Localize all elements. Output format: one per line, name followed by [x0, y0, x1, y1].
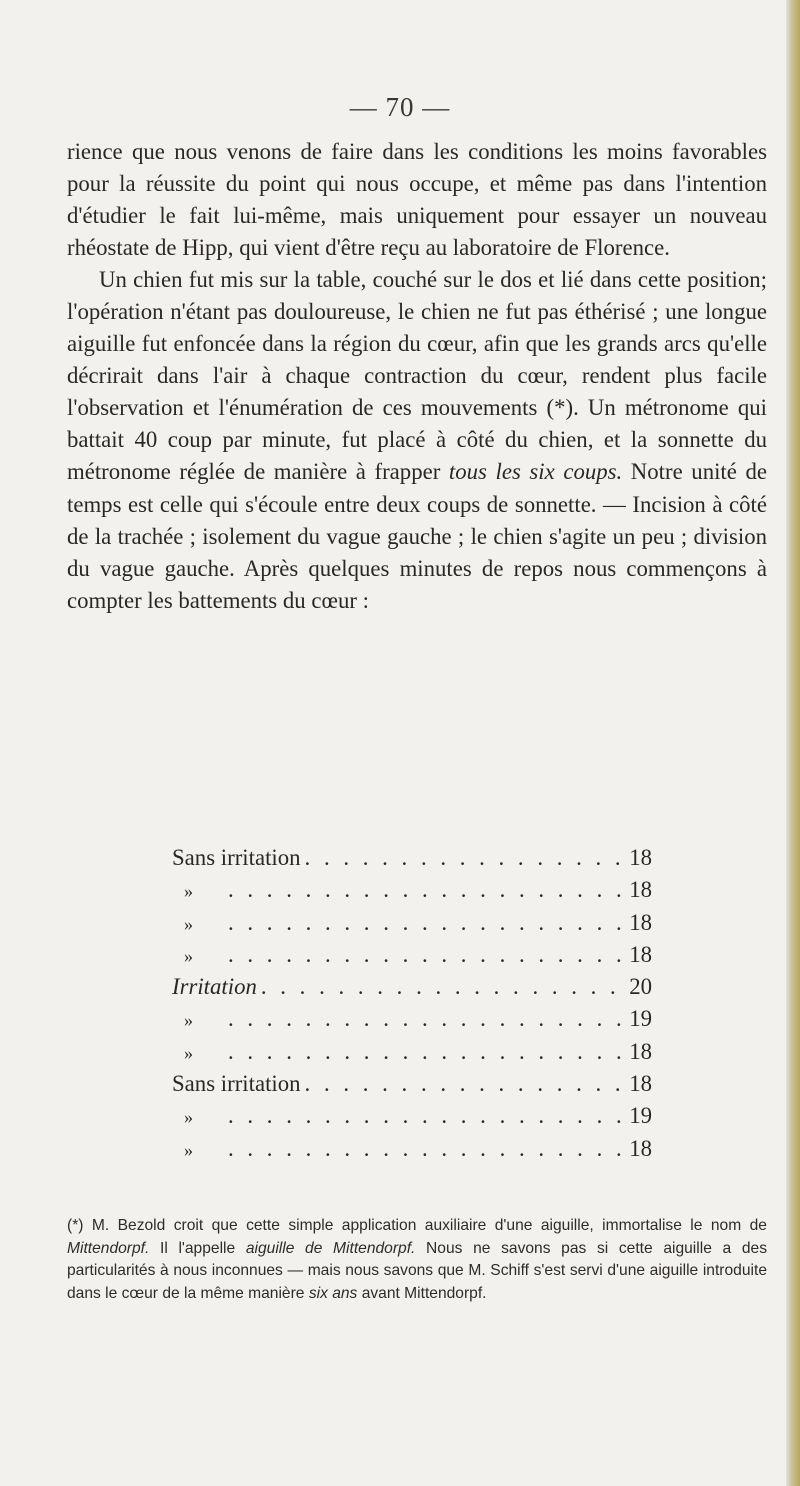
- footnote-text-2: Il l'appelle: [149, 1239, 246, 1257]
- footnote-italic-2: aiguille de Mittendorpf.: [245, 1239, 416, 1257]
- paragraph-2-text-b: Notre unité de temps est celle qui s'écoule entre deux coups de sonnette. — Incision à côté de la trachée ; isolement du vague gauche ; le chien s'agite un peu ; division du vague gauche. Après quelques minutes de repos nous commençons à compter les battements du cœur :: [67, 459, 767, 613]
- paragraph-2: [67, 264, 767, 617]
- measurement-label: »: [184, 1107, 193, 1128]
- dot-leader: [228, 877, 622, 903]
- measurement-row: [172, 1103, 652, 1135]
- dot-leader: [228, 1039, 622, 1065]
- paragraph-2-text-a: Un chien fut mis sur la table, couché sur le dos et lié dans cette position; l'opération n'étant pas douloureuse, le chien ne fut pas éthérisé ; une longue aiguille fut enfoncée dans la région du cœur, afin que les grands arcs qu'elle décrirait dans l'air à chaque contraction du cœur, rendent plus facile l'observation et l'énumération de ces mouvements (*). Un métronome qui battait 40 coup par minute, fut placé à côté du chien, et la sonnette du métronome réglée de manière à frapper: [67, 267, 767, 485]
- dot-leader: [305, 1071, 622, 1097]
- measurement-label: »: [184, 881, 193, 902]
- footnote-text-3: Nous ne savons pas si cette aiguille a des particularités à nous inconnues — mais nous savons que M. Schiff s'est servi d'une aiguille introduite dans le cœur de la même manière: [67, 1239, 767, 1302]
- footnote: [67, 1215, 767, 1305]
- measurement-label: »: [184, 1139, 193, 1160]
- measurement-value: 18: [629, 909, 652, 935]
- page-number: — 70 —: [349, 92, 451, 122]
- paragraph-2-italic: tous les six coups.: [448, 459, 623, 485]
- measurement-value: 18: [629, 1071, 652, 1097]
- measurement-value: 18: [629, 941, 652, 967]
- dot-leader: [228, 1006, 622, 1032]
- dot-leader: [228, 942, 622, 968]
- dot-leader: [305, 845, 622, 871]
- measurement-value: 20: [629, 974, 652, 1000]
- measurement-row: [172, 1136, 652, 1168]
- paragraph-1: rience que nous venons de faire dans les conditions les moins favorables pour la réussite du point qui nous occupe, et même pas dans l'intention d'étudier le fait lui-même, mais uniquement pour essayer un nouveau rhéostate de Hipp, qui vient d'être reçu au laboratoire de Florence.: [67, 139, 767, 261]
- measurement-label: »: [184, 1042, 193, 1063]
- measurement-row: [172, 974, 652, 1006]
- measurement-row: [172, 910, 652, 942]
- dot-leader: [228, 910, 622, 936]
- measurement-row: [172, 1039, 652, 1071]
- measurement-list: [172, 845, 652, 1168]
- measurement-value: 19: [629, 1006, 652, 1032]
- measurement-value: 18: [629, 1135, 652, 1161]
- dot-leader: [228, 1103, 622, 1129]
- footnote-italic-3: six ans: [308, 1284, 358, 1302]
- measurement-value: 18: [629, 1038, 652, 1064]
- measurement-value: 18: [629, 845, 652, 870]
- measurement-label: »: [184, 913, 193, 934]
- measurement-row: [172, 1071, 652, 1103]
- measurement-label: »: [184, 945, 193, 966]
- dot-leader: [228, 1136, 622, 1162]
- footnote-text-1: (*) M. Bezold croit que cette simple application auxiliaire d'une aiguille, immortalise le nom de: [67, 1217, 767, 1234]
- page-edge: [786, 0, 800, 1486]
- measurement-value: 19: [629, 1103, 652, 1129]
- dot-leader: [261, 974, 622, 1000]
- body-text: [67, 136, 767, 617]
- measurement-value: 18: [629, 877, 652, 903]
- measurement-row: [172, 845, 652, 877]
- measurement-row: [172, 1006, 652, 1038]
- measurement-row: [172, 877, 652, 909]
- measurement-label: Sans irritation: [172, 1071, 301, 1097]
- measurement-label: »: [184, 1010, 193, 1031]
- footnote-text-4: avant Mittendorpf.: [357, 1284, 487, 1302]
- measurement-label: Irritation: [172, 974, 257, 1000]
- measurement-label: Sans irritation: [172, 845, 301, 870]
- footnote-italic-1: Mittendorpf.: [67, 1239, 150, 1257]
- measurement-row: [172, 942, 652, 974]
